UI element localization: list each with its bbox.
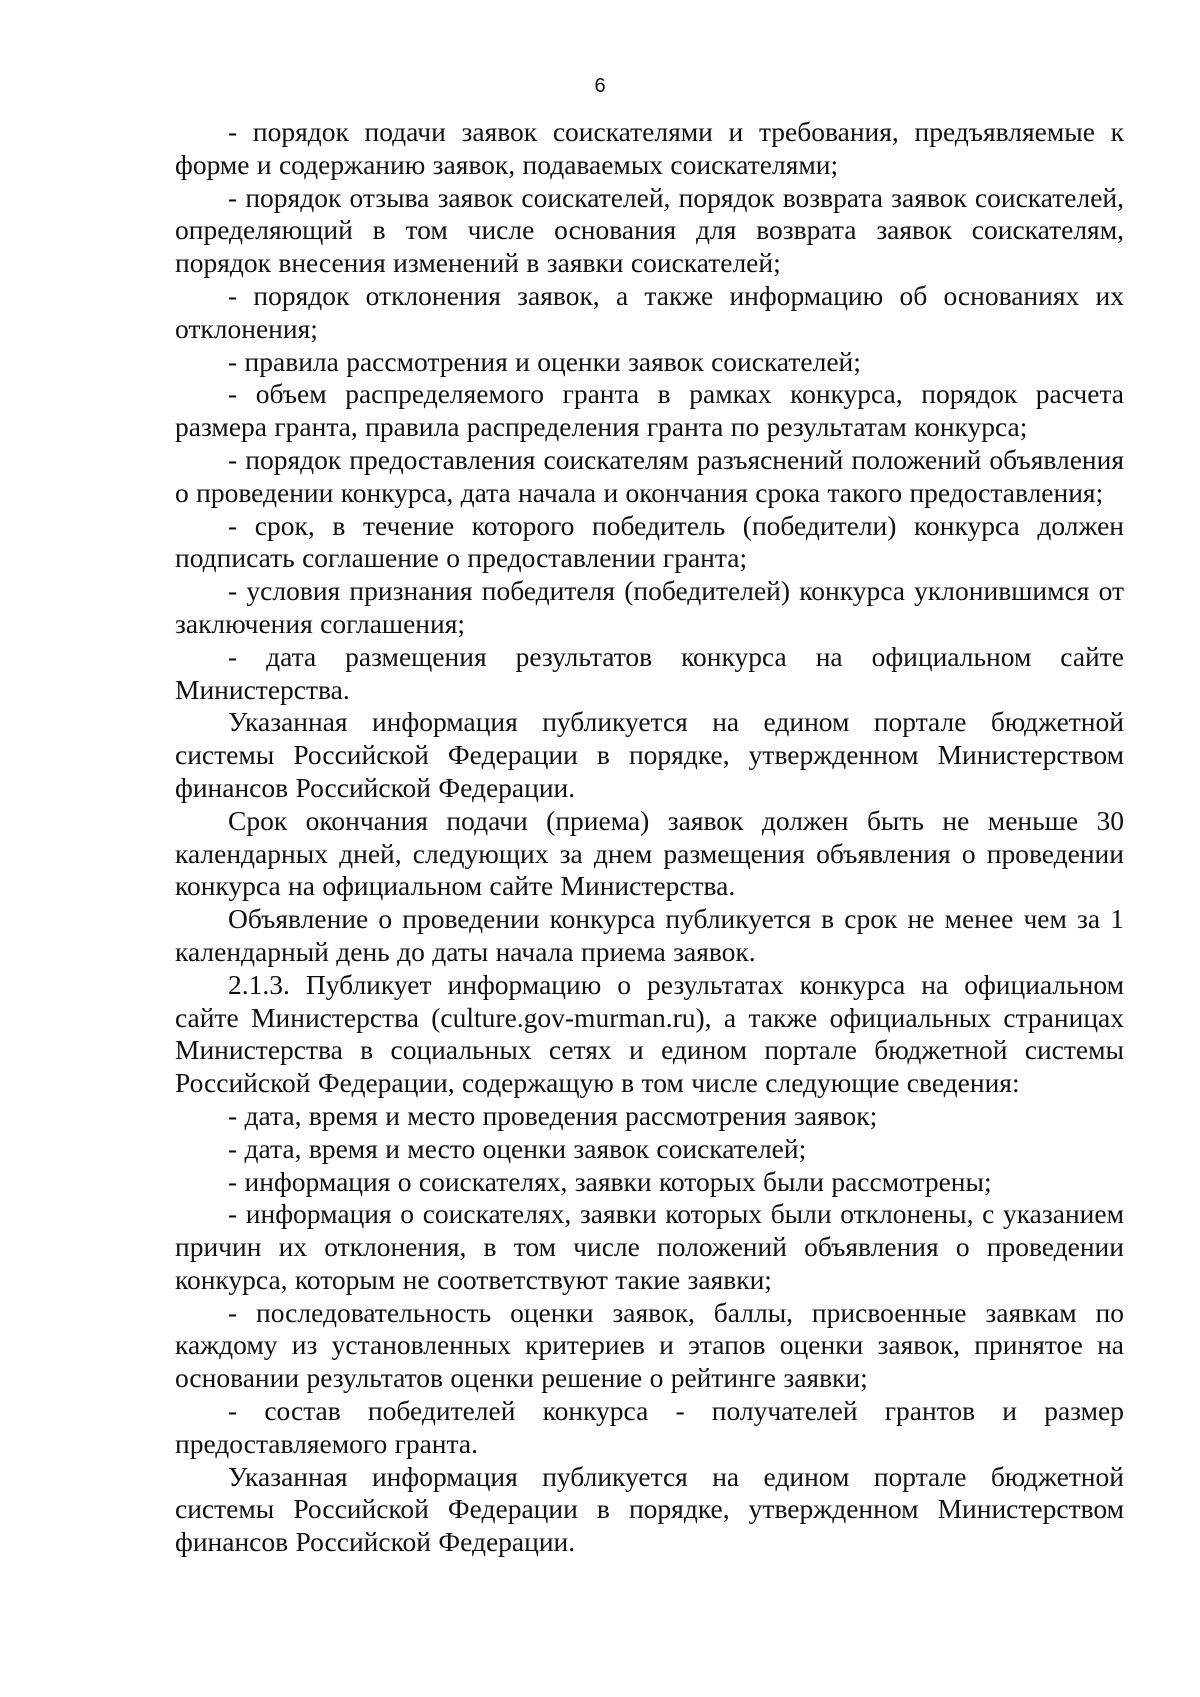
paragraph-rejection-procedure: - порядок отклонения заявок, а также информацию об основаниях их отклонения; bbox=[175, 279, 1124, 344]
document-body bbox=[175, 116, 1124, 1559]
paragraph-announcement-term: Объявление о проведении конкурса публикуется в срок не менее чем за 1 календарный день до даты начала приема заявок. bbox=[175, 903, 1124, 967]
paragraph-withdrawal-procedure: - порядок отзыва заявок соискателей, порядок возврата заявок соискателей, определяющий в том числе основания для возврата заявок соискателям, порядок внесения изменений в заявки соискателей; bbox=[175, 181, 1124, 279]
paragraph-agreement-term: - срок, в течение которого победитель (победители) конкурса должен подписать соглашение о предоставлении гранта; bbox=[175, 509, 1124, 574]
paragraph-review-rules: - правила рассмотрения и оценки заявок соискателей; bbox=[228, 345, 861, 377]
paragraph-results-date: - дата размещения результатов конкурса на официальном сайте Министерства. bbox=[175, 640, 1124, 705]
paragraph-submission-procedure: - порядок подачи заявок соискателями и требования, предъявляемые к форме и содержанию заявок, подаваемых соискателями; bbox=[175, 116, 1124, 180]
paragraph-evaluation-date: - дата, время и место оценки заявок соискателей; bbox=[228, 1132, 807, 1164]
paragraph-deadline: Срок окончания подачи (приема) заявок должен быть не меньше 30 календарных дней, следующих за днем размещения объявления о проведении конкурса на официальном сайте Министерства. bbox=[175, 804, 1124, 902]
paragraph-grant-volume: - объем распределяемого гранта в рамках конкурса, порядок расчета размера гранта, правила распределения гранта по результатам конкурса; bbox=[175, 378, 1124, 443]
paragraph-evaluation-sequence: - последовательность оценки заявок, баллы, присвоенные заявкам по каждому из установленных критериев и этапов оценки заявок, принятое на основании результатов оценки решение о рейтинге заявки; bbox=[175, 1296, 1124, 1394]
paragraph-publication-portal-final: Указанная информация публикуется на едином портале бюджетной системы Российской Федерации в порядке, утвержденном Министерством финансов Российской Федерации. bbox=[175, 1460, 1124, 1558]
paragraph-clarifications: - порядок предоставления соискателям разъяснений положений объявления о проведении конкурса, дата начала и окончания срока такого предоставления; bbox=[175, 443, 1124, 508]
paragraph-reviewed-applicants: - информация о соискателях, заявки которых были рассмотрены; bbox=[228, 1165, 992, 1197]
paragraph-evasion-conditions: - условия признания победителя (победителей) конкурса уклонившимся от заключения соглашения; bbox=[175, 575, 1124, 639]
paragraph-publication-portal: Указанная информация публикуется на едином портале бюджетной системы Российской Федерации в порядке, утвержденном Министерством финансов Российской Федерации. bbox=[175, 706, 1124, 803]
paragraph-section-2-1-3: 2.1.3. Публикует информацию о результатах конкурса на официальном сайте Министерства (culture.gov-murman.ru), а также официальных страницах Министерства в социальных сетях и едином портале бюджетной системы Российской Федерации, содержащую в том числе следующие сведения: bbox=[175, 968, 1124, 1099]
page-number: 6 bbox=[594, 75, 606, 97]
paragraph-rejected-applicants: - информация о соискателях, заявки которых были отклонены, с указанием причин их отклонения, в том числе положений объявления о проведении конкурса, которым не соответствуют такие заявки; bbox=[175, 1198, 1124, 1295]
paragraph-review-date: - дата, время и место проведения рассмотрения заявок; bbox=[228, 1099, 878, 1131]
paragraph-winners: - состав победителей конкурса - получателей грантов и размер предоставляемого гранта. bbox=[175, 1395, 1124, 1459]
